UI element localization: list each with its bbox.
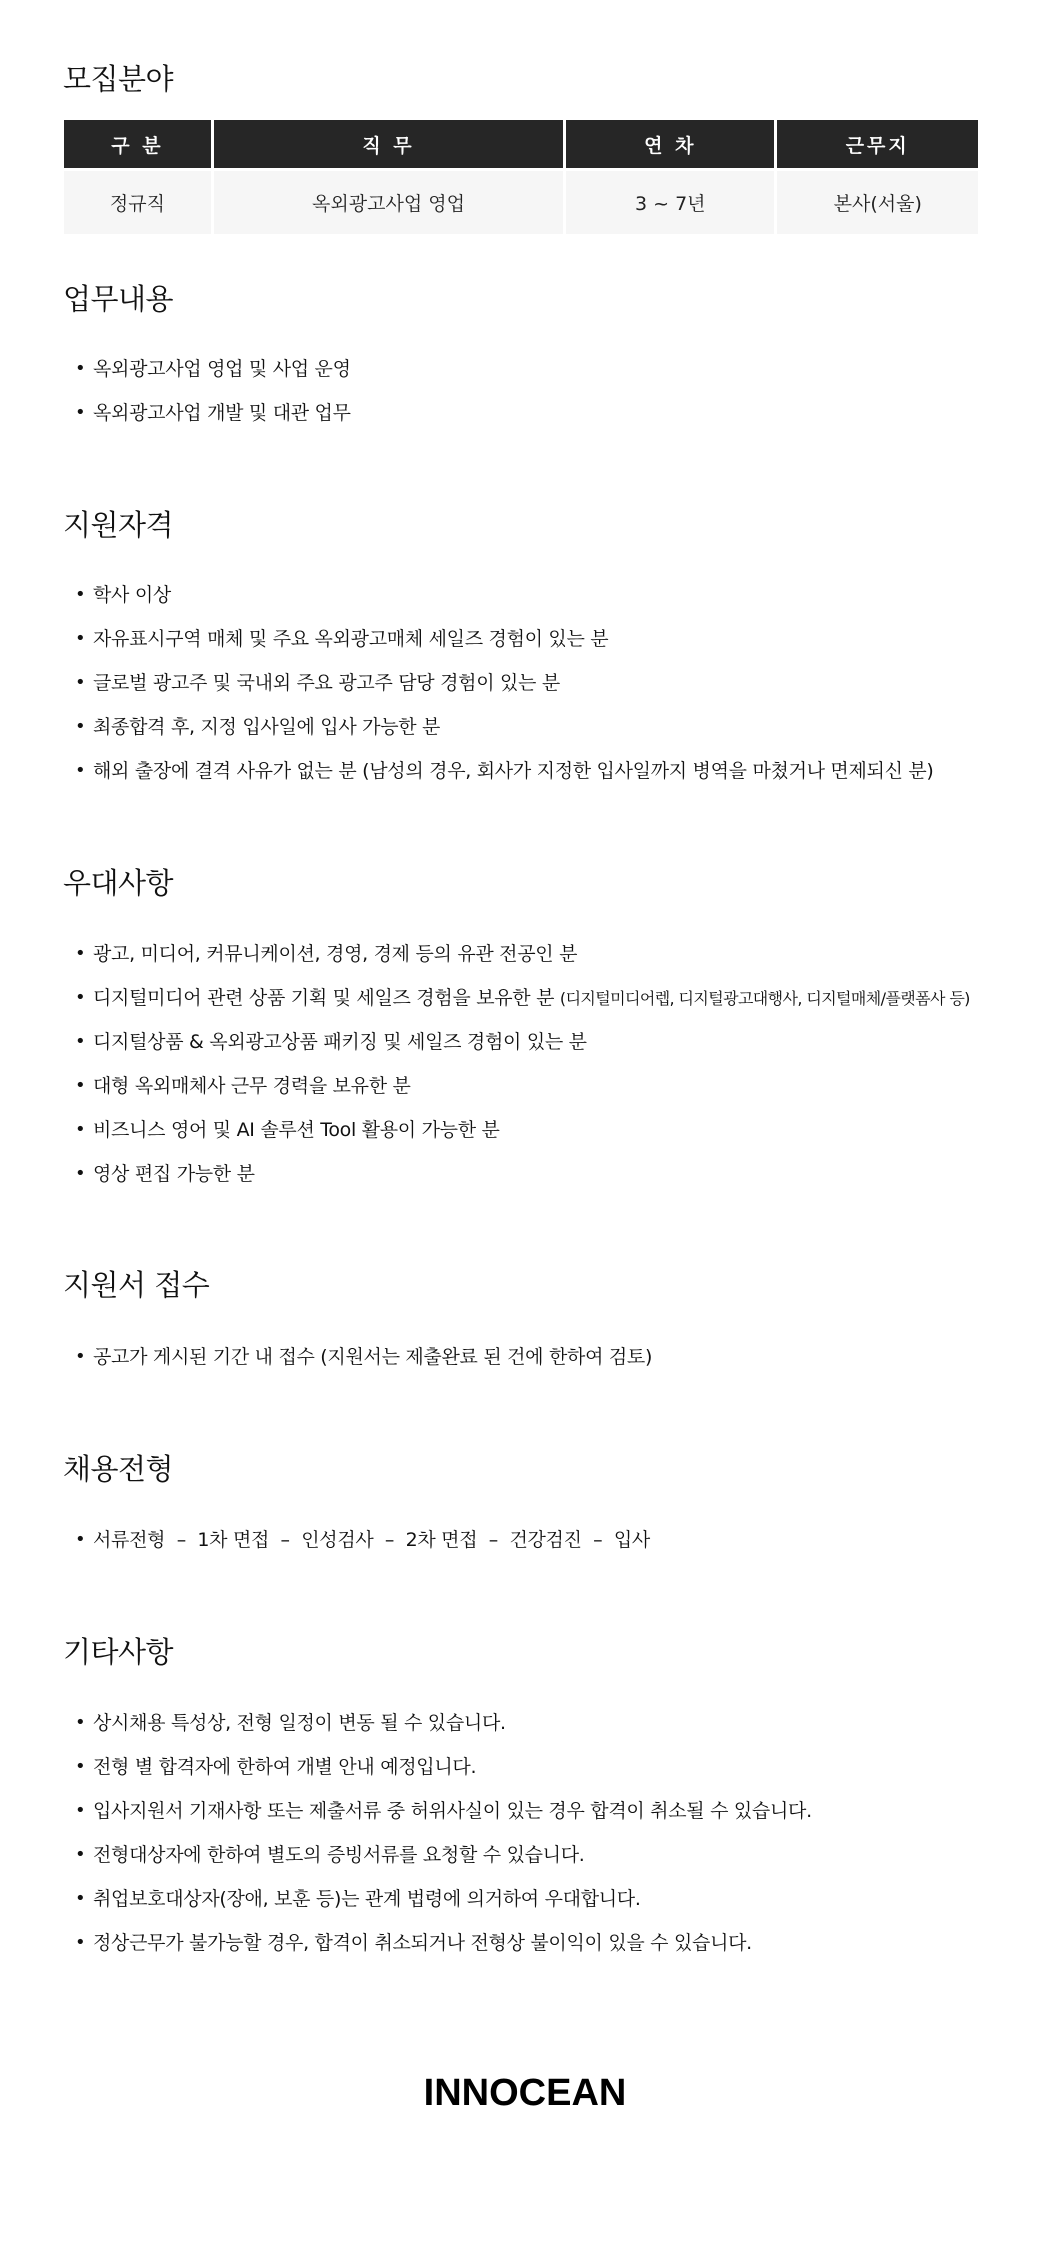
list-item: • 서류전형 – 1차 면접 – 인성검사 – 2차 면접 – 건강검진 – 입사 — [75, 1518, 650, 1562]
section-title-recruit-field: 모집분야 — [63, 62, 174, 96]
bullet-icon: • — [75, 1932, 86, 1953]
list-item: • 비즈니스 영어 및 AI 솔루션 Tool 활용이 가능한 분 — [75, 1108, 970, 1152]
recruit-field-table — [61, 120, 981, 234]
list-item: • 전형 별 합격자에 한하여 개별 안내 예정입니다. — [75, 1745, 812, 1789]
bullet-icon: • — [75, 1529, 86, 1550]
section-title-process: 채용전형 — [63, 1452, 174, 1486]
table-header-category: 구 분 — [64, 120, 211, 168]
list-item: • 전형대상자에 한하여 별도의 증빙서류를 요청할 수 있습니다. — [75, 1833, 812, 1877]
list-item: • 입사지원서 기재사항 또는 제출서류 중 허위사실이 있는 경우 합격이 취소될 수 있습니다. — [75, 1789, 812, 1833]
list-item: • 학사 이상 — [75, 573, 934, 617]
list-item: • 해외 출장에 결격 사유가 없는 분 (남성의 경우, 회사가 지정한 입사일까지 병역을 마쳤거나 면제되신 분) — [75, 749, 934, 793]
bullet-icon: • — [75, 760, 86, 781]
list-item: • 영상 편집 가능한 분 — [75, 1152, 970, 1196]
section-title-preferences: 우대사항 — [63, 866, 174, 900]
list-item: • 옥외광고사업 영업 및 사업 운영 — [75, 347, 351, 391]
bullet-icon: • — [75, 987, 86, 1008]
qualifications-list — [75, 573, 934, 793]
table-row — [64, 168, 978, 234]
list-item: • 옥외광고사업 개발 및 대관 업무 — [75, 391, 351, 435]
bullet-icon: • — [75, 1800, 86, 1821]
list-item: • 자유표시구역 매체 및 주요 옥외광고매체 세일즈 경험이 있는 분 — [75, 617, 934, 661]
section-title-duties: 업무내용 — [63, 282, 174, 316]
bullet-icon: • — [75, 1756, 86, 1777]
application-list — [75, 1335, 652, 1379]
list-item: • 대형 옥외매체사 근무 경력을 보유한 분 — [75, 1064, 970, 1108]
bullet-icon: • — [75, 1888, 86, 1909]
bullet-icon: • — [75, 584, 86, 605]
section-title-qualifications: 지원자격 — [63, 508, 174, 542]
list-item: • 광고, 미디어, 커뮤니케이션, 경영, 경제 등의 유관 전공인 분 — [75, 932, 970, 976]
table-cell-duty: 옥외광고사업 영업 — [214, 168, 563, 234]
list-item: • 상시채용 특성상, 전형 일정이 변동 될 수 있습니다. — [75, 1701, 812, 1745]
bullet-icon: • — [75, 943, 86, 964]
bullet-icon: • — [75, 1163, 86, 1184]
duties-list — [75, 347, 351, 435]
table-cell-location: 본사(서울) — [777, 168, 978, 234]
table-header-row — [64, 120, 978, 168]
table-cell-category: 정규직 — [64, 168, 211, 234]
bullet-icon: • — [75, 1075, 86, 1096]
list-item-note: (디지털미디어렙, 디지털광고대행사, 디지털매체/플랫폼사 등) — [559, 989, 970, 1008]
bullet-icon: • — [75, 1844, 86, 1865]
bullet-icon: • — [75, 1712, 86, 1733]
list-item: • 디지털미디어 관련 상품 기획 및 세일즈 경험을 보유한 분 (디지털미디어렙, 디지털광고대행사, 디지털매체/플랫폼사 등) — [75, 976, 970, 1020]
list-item: • 글로벌 광고주 및 국내외 주요 광고주 담당 경험이 있는 분 — [75, 661, 934, 705]
bullet-icon: • — [75, 1119, 86, 1140]
bullet-icon: • — [75, 716, 86, 737]
bullet-icon: • — [75, 1031, 86, 1052]
etc-list — [75, 1701, 812, 1965]
table-header-duty: 직 무 — [214, 120, 563, 168]
bullet-icon: • — [75, 358, 86, 379]
process-list — [75, 1518, 650, 1562]
section-title-application: 지원서 접수 — [63, 1268, 210, 1302]
table-cell-years: 3 ~ 7년 — [566, 168, 774, 234]
table-header-location: 근무지 — [777, 120, 978, 168]
list-item: • 취업보호대상자(장애, 보훈 등)는 관계 법령에 의거하여 우대합니다. — [75, 1877, 812, 1921]
bullet-icon: • — [75, 628, 86, 649]
list-item: • 정상근무가 불가능할 경우, 합격이 취소되거나 전형상 불이익이 있을 수 있습니다. — [75, 1921, 812, 1965]
list-item: • 디지털상품 & 옥외광고상품 패키징 및 세일즈 경험이 있는 분 — [75, 1020, 970, 1064]
table-header-years: 연 차 — [566, 120, 774, 168]
list-item: • 공고가 게시된 기간 내 접수 (지원서는 제출완료 된 건에 한하여 검토) — [75, 1335, 652, 1379]
bullet-icon: • — [75, 402, 86, 423]
preferences-list — [75, 932, 970, 1196]
innocean-logo: INNOCEAN — [423, 2072, 627, 2114]
list-item: • 최종합격 후, 지정 입사일에 입사 가능한 분 — [75, 705, 934, 749]
section-title-etc: 기타사항 — [63, 1635, 174, 1669]
bullet-icon: • — [75, 1346, 86, 1367]
bullet-icon: • — [75, 672, 86, 693]
